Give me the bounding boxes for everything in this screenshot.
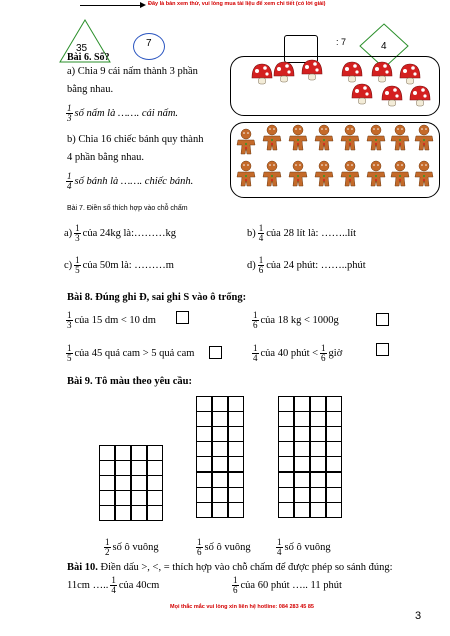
q6-b-line2: 4 phần bằng nhau. <box>67 152 144 163</box>
q7-a-fraction: $\frac{1}{3}$ <box>75 223 80 243</box>
q6-a-line1: a) Chia 9 cái nấm thành 3 phần <box>67 66 198 77</box>
q10-left: 11cm ….. $\frac{1}{4}$ của 40cm <box>67 575 160 595</box>
q8-r3-checkbox[interactable] <box>209 346 222 359</box>
header-banner: Đây là bản xem thử, vui lòng mua tài liệu để xem chi tiết (có lời giải) <box>148 1 326 7</box>
q8-row1: $\frac{1}{3}$ của 15 dm < 10 dm <box>67 310 156 330</box>
q6-title: Bài 6. Số? <box>67 52 110 63</box>
q6-b-line1: b) Chia 16 chiếc bánh quy thành <box>67 134 204 145</box>
q7-d-fraction: $\frac{1}{6}$ <box>258 255 264 275</box>
q6-a-line2: bằng nhau. <box>67 84 114 95</box>
q7-title: Bài 7. Điền số thích hợp vào chỗ chấm <box>67 205 188 212</box>
grid-quarter[interactable] <box>278 396 342 518</box>
q7-d: d) $\frac{1}{6}$ của 24 phút: ……..phút <box>247 255 366 275</box>
q8-r4-fraction2: $\frac{1}{6}$ <box>321 343 326 363</box>
q7-c-fraction: $\frac{1}{5}$ <box>75 255 80 275</box>
q10-right: $\frac{1}{6}$ của 60 phút ….. 11 phút <box>233 575 342 595</box>
q9-title: Bài 9. Tô màu theo yêu cầu: <box>67 376 192 387</box>
q7-b: b) $\frac{1}{4}$ của 28 lít là: ……..lít <box>247 223 357 243</box>
triangle-number: 35 <box>76 43 88 54</box>
q10-left-fraction: $\frac{1}{4}$ <box>111 575 116 595</box>
grid-half[interactable] <box>99 445 163 521</box>
footer-banner: Mọi thắc mắc vui lòng xin liên hệ hotline: 084 283 45 85 <box>170 604 314 610</box>
q9-l2-fraction: $\frac{1}{6}$ <box>197 537 202 557</box>
q8-r2-fraction: $\frac{1}{6}$ <box>253 310 258 330</box>
q7-a: a) $\frac{1}{3}$ của 24kg là:………kg <box>64 223 176 243</box>
q6-a-line3: $\frac{1}{3}$ số nấm là ……. cái nấm. <box>67 103 179 123</box>
q8-r1-checkbox[interactable] <box>176 311 189 324</box>
q6-a-fraction: $\frac{1}{3}$ <box>67 103 72 123</box>
q9-l1-fraction: $\frac{1}{2}$ <box>105 537 110 557</box>
circle-number: 7 <box>146 38 152 49</box>
top-arrow-head-icon <box>140 2 146 8</box>
q7-b-fraction: $\frac{1}{4}$ <box>258 223 264 243</box>
page-number: 3 <box>415 610 422 622</box>
q10-right-fraction: $\frac{1}{6}$ <box>233 575 238 595</box>
q10-instruction: Bài 10. Điền dấu >, <, = thích hợp vào chỗ chấm để được phép so sánh đúng: <box>67 562 393 573</box>
q9-l3-fraction: $\frac{1}{4}$ <box>277 537 282 557</box>
q8-r4-fraction: $\frac{1}{4}$ <box>253 343 258 363</box>
q6-b-line3: $\frac{1}{4}$ số bánh là ……. chiếc bánh. <box>67 171 194 191</box>
q8-title: Bài 8. Đúng ghi Đ, sai ghi S vào ô trống: <box>67 292 247 303</box>
q9-label3: $\frac{1}{4}$ số ô vuông <box>277 537 331 557</box>
mushroom-images <box>232 58 436 112</box>
top-arrow <box>80 5 144 6</box>
q6-b-fraction: $\frac{1}{4}$ <box>67 171 72 191</box>
q7-c: c) $\frac{1}{5}$ của 50m là: ………m <box>64 255 174 275</box>
gingerbread-images <box>232 124 436 194</box>
q8-row2: $\frac{1}{6}$ của 18 kg < 1000g <box>253 310 339 330</box>
colon-seven: : 7 <box>336 37 347 47</box>
q8-row4: $\frac{1}{4}$ của 40 phút < $\frac{1}{6}$ giờ <box>253 343 343 363</box>
q8-r3-fraction: $\frac{1}{5}$ <box>67 343 72 363</box>
q8-r2-checkbox[interactable] <box>376 313 389 326</box>
q8-r1-fraction: $\frac{1}{3}$ <box>67 310 72 330</box>
q8-r4-checkbox[interactable] <box>376 343 389 356</box>
diamond-number: 4 <box>381 41 387 52</box>
grid-sixth[interactable] <box>196 396 244 518</box>
q9-label1: $\frac{1}{2}$ số ô vuông <box>105 537 159 557</box>
q9-label2: $\frac{1}{6}$ số ô vuông <box>197 537 251 557</box>
q8-row3: $\frac{1}{5}$ của 45 quả cam > 5 quả cam <box>67 343 195 363</box>
